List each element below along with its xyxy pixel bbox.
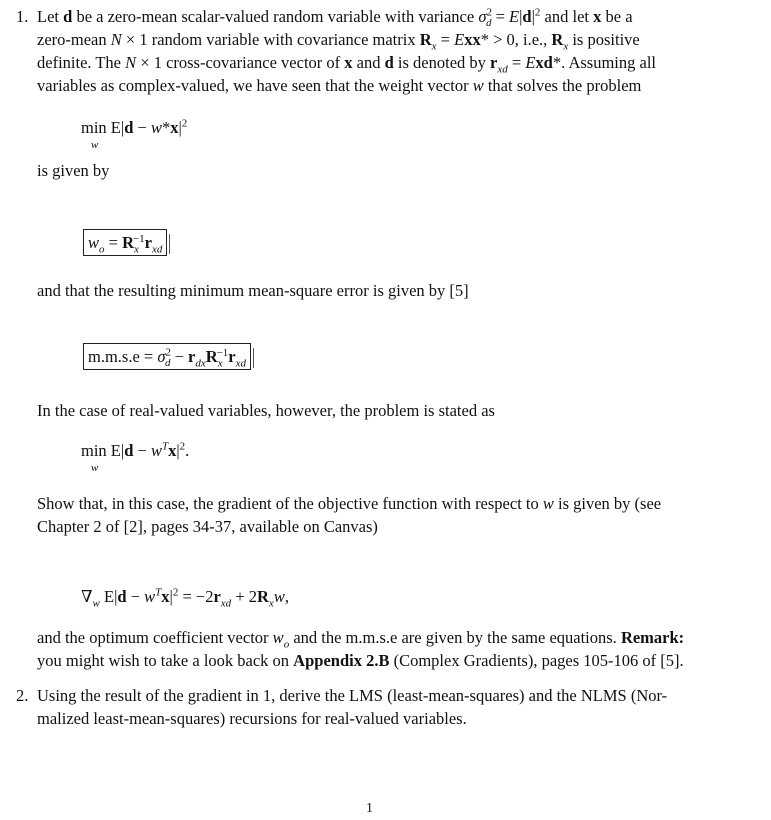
item-2-number: 2. xyxy=(16,686,29,705)
remark-label: Remark: xyxy=(620,628,685,647)
closing-line-2-pre: you might wish to take a look back on xyxy=(37,651,290,670)
optimal-weight-box: $w_o = R_x^{-1}r_{xd}$ xyxy=(83,229,167,256)
item-2-line-1: Using the result of the gradient in 1, derive the LMS (least-mean-squares) and the NLMS (Nor- xyxy=(37,686,668,705)
item-2-line-2: malized least-mean-squares) recursions for real-valued variables. xyxy=(37,709,467,728)
closing-line-2-post: (Complex Gradients), pages 105-106 of [5]. xyxy=(393,651,684,670)
real-case-text: In the case of real-valued variables, however, the problem is stated as xyxy=(37,401,495,420)
closing-line-2 xyxy=(37,649,684,672)
problem-complex-equation: $\min E|d - w*x|^2$ w xyxy=(81,117,188,151)
optimal-weight-equation xyxy=(83,229,170,256)
page-number: 1 xyxy=(366,801,373,816)
mmse-intro-text: and that the resulting minimum mean-square error is given by [5] xyxy=(37,281,469,300)
intro-line-1: Let d be a zero-mean scalar-valued random variable with variance $\sigma^2_d = E|d|^2$ and let x be a xyxy=(37,6,633,30)
min-variable-real: w xyxy=(91,462,99,474)
given-by-text: is given by xyxy=(37,161,110,180)
mmse-equation xyxy=(83,343,254,370)
gradient-equation: $\nabla_w$ $E|d - w^Tx|^2 = -2r_{xd} + 2R_xw$, xyxy=(81,586,289,610)
item-1-number: 1. xyxy=(16,7,29,26)
problem-real-equation: $\min E|d - w^Tx|^2$. w xyxy=(81,440,190,474)
intro-line-3: definite. The N × 1 cross-covariance vector of x and d is denoted by $r_{xd} = Exd*$. Assuming all xyxy=(37,53,656,76)
intro-line-4: variables as complex-valued, we have seen that the weight vector w that solves the problem xyxy=(37,76,642,95)
min-variable: w xyxy=(91,139,99,151)
intro-line-2: zero-mean N × 1 random variable with covariance matrix $R_x = Exx* > 0$, i.e., $R_x$ is positive xyxy=(37,30,640,53)
closing-line-1: and the optimum coefficient vector $w_o$ and the m.m.s.e are given by the same equations. Remark: xyxy=(37,628,685,651)
show-line-1: Show that, in this case, the gradient of the objective function with respect to w is given by (see xyxy=(37,494,662,513)
mmse-box: $m.m.s.e = \sigma^2_d - r_{dx}R_x^{-1}r_{xd}$ xyxy=(83,343,251,370)
show-line-2: Chapter 2 of [2], pages 34-37, available on Canvas) xyxy=(37,517,378,536)
appendix-reference: Appendix 2.B xyxy=(293,651,390,670)
